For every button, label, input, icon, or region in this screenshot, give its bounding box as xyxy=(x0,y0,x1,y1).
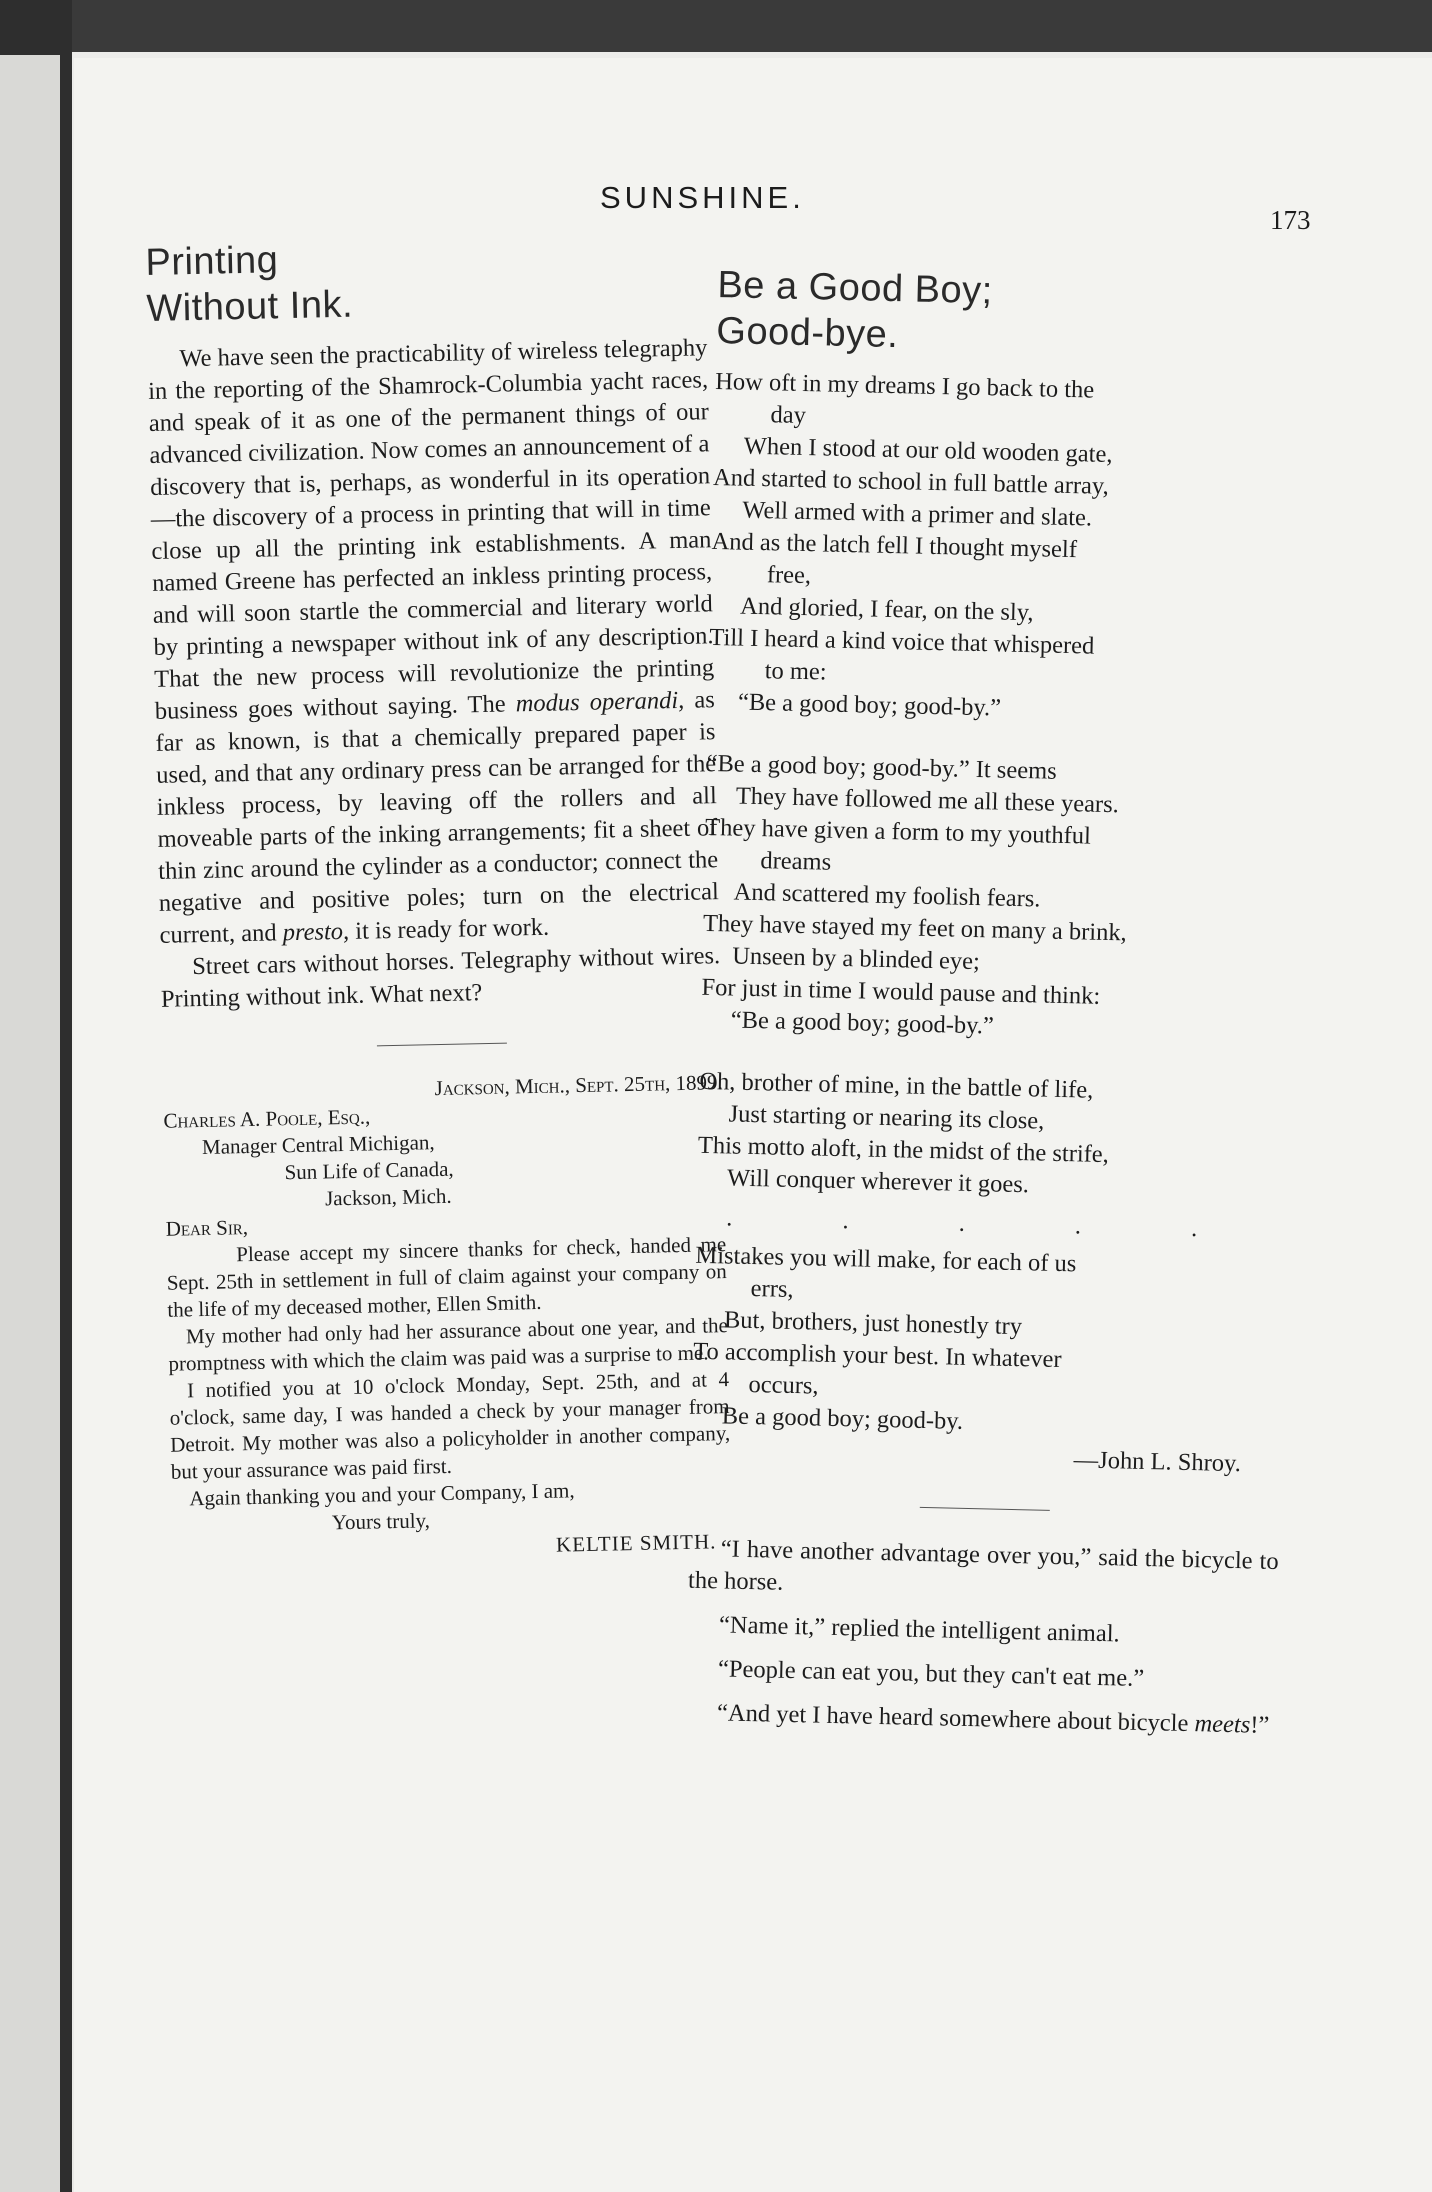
poem-body xyxy=(691,366,1306,1481)
letter-recipient-name: Charles A. Poole, Esq., xyxy=(163,1104,371,1133)
letter-recipient-title: Manager Central Michigan, xyxy=(201,1130,435,1160)
poem-line: To accomplish your best. In whatever xyxy=(692,1337,1062,1374)
letter-recipient-company: Sun Life of Canada, xyxy=(284,1156,454,1185)
poem-title-line-1: Be a Good Boy; xyxy=(717,263,994,313)
poem-line: dreams xyxy=(760,847,832,876)
poem-line: errs, xyxy=(750,1275,794,1303)
right-column xyxy=(684,262,1307,1754)
anecdote-text: !” xyxy=(1249,1711,1270,1739)
poem-author: —John L. Shroy. xyxy=(1073,1446,1242,1478)
poem-line: Be a good boy; good-by. xyxy=(721,1402,964,1435)
stanza-separator-dots: . . . . . xyxy=(726,1204,1250,1244)
letter-date: Jackson, Mich., Sept. 25th, 1899. xyxy=(434,1070,724,1101)
article-italic: presto, xyxy=(282,917,350,947)
poem-line: And as the latch fell I thought myself xyxy=(711,527,1078,564)
poem-line: They have followed me all these years. xyxy=(735,782,1120,819)
page-number: 173 xyxy=(1270,205,1311,235)
anecdote-text: “And yet I have heard somewhere about bicycle xyxy=(716,1699,1195,1738)
testimonial-letter xyxy=(163,1069,733,1567)
poem-line: For just in time I would pause and think: xyxy=(701,973,1101,1010)
poem-line: But, brothers, just honestly try xyxy=(723,1306,1023,1341)
anecdote-paragraph: “I have another advantage over you,” said the bicycle to the horse. xyxy=(687,1535,1279,1596)
anecdote-italic: meets xyxy=(1194,1710,1251,1739)
scan-border-top xyxy=(0,0,1432,52)
letter-paragraph: Please accept my sincere thanks for check, handed me Sept. 25th in settlement in full of claim against your company on the life of my deceased mother, Ellen Smith. xyxy=(166,1232,727,1322)
facing-page-edge xyxy=(0,55,60,2192)
article-text: We have seen the practicability of wireless telegraphy in the reporting of the Shamrock-Columbia yacht races, and speak of it as one of the permanent things of our advanced civilization. Now comes an announcement of a discovery that is, perhaps, as wonderful in its operation—the discovery of a process in printing that will in time close up all the printing ink establishments. A man named Greene has perfected an inkless printing process, and will soon startle the commercial and literary world by printing a newspaper without ink of any description. That the new process will revolutionize the printing business goes without saying. The xyxy=(147,334,715,725)
poem-line: Mistakes you will make, for each of us xyxy=(695,1241,1077,1278)
article-title-line-1: Printing xyxy=(145,239,279,284)
poem-line: They have given a form to my youthful xyxy=(704,813,1092,850)
poem-line: They have stayed my feet on many a brink, xyxy=(702,909,1128,947)
poem-line: How oft in my dreams I go back to the xyxy=(714,367,1095,404)
letter-signature: KELTIE SMITH. xyxy=(555,1529,717,1557)
poem-line: “Be a good boy; good-by.” xyxy=(730,1006,995,1040)
anecdote-paragraph xyxy=(685,1697,1276,1742)
letter-paragraph: I notified you at 10 o'clock Monday, Sept. 25th, and at 4 o'clock, same day, I was handed a check by your manager from Detroit. My mother was also a policyholder in another company, but your assurance was paid first. xyxy=(169,1367,731,1484)
poem-line: And started to school in full battle array, xyxy=(712,463,1110,500)
poem-line: When I stood at our old wooden gate, xyxy=(743,432,1113,468)
article-italic: modus operandi, xyxy=(515,686,685,718)
poem-line: Unseen by a blinded eye; xyxy=(731,942,981,976)
letter-closing: Yours truly, xyxy=(331,1508,431,1535)
poem-title-line-2: Good-bye. xyxy=(715,309,899,357)
poem-line: Just starting or nearing its close, xyxy=(728,1100,1045,1135)
poem-line: Will conquer wherever it goes. xyxy=(726,1164,1030,1199)
letter-recipient-city: Jackson, Mich. xyxy=(324,1183,452,1211)
article-text: it is ready for work. xyxy=(348,913,550,945)
poem-line: day xyxy=(770,401,807,430)
poem-line: Well armed with a primer and slate. xyxy=(742,496,1093,532)
poem-title xyxy=(716,262,1308,367)
article-title-line-2: Without Ink. xyxy=(146,283,354,330)
section-divider xyxy=(920,1507,1050,1511)
left-column xyxy=(145,228,733,1566)
poem-line: This motto aloft, in the midst of the strife, xyxy=(697,1131,1110,1169)
bicycle-anecdote xyxy=(685,1533,1279,1742)
poem-line: “Be a good boy; good-by.” It seems xyxy=(706,749,1058,785)
poem-line: And gloried, I fear, on the sly, xyxy=(739,592,1034,627)
article-text: as far as known, is that a chemically prepared paper is used, and that any ordinary press can be arranged for the inkless process, by leaving off the rollers and all moveable parts of the inking arrangements; fit a sheet of thin zinc around the cylinder as a conductor; connect the negative and positive poles; turn on the electrical current, and xyxy=(155,686,720,949)
letter-salutation: Dear Sir, xyxy=(165,1215,249,1241)
poem-line: Till I heard a kind voice that whispered xyxy=(709,623,1095,660)
anecdote-paragraph: “Name it,” replied the intelligent animal. xyxy=(718,1611,1120,1648)
section-divider xyxy=(377,1043,507,1047)
letter-paragraph: Again thanking you and your Company, I am, xyxy=(189,1478,575,1511)
poem-line: to me: xyxy=(764,657,827,686)
letter-paragraph: My mother had only had her assurance about one year, and the promptness with which the claim was paid was a surprise to me. xyxy=(168,1313,729,1376)
anecdote-paragraph: “People can eat you, but they can't eat me.” xyxy=(717,1655,1145,1693)
poem-line: And scattered my foolish fears. xyxy=(733,878,1041,913)
article-title xyxy=(145,228,707,332)
poem-line: occurs, xyxy=(748,1370,819,1400)
running-head: SUNSHINE. xyxy=(600,180,805,215)
poem-line: free, xyxy=(766,561,812,590)
poem-line: Oh, brother of mine, in the battle of life, xyxy=(699,1067,1094,1104)
article-paragraph-2: Street cars without horses. Telegraphy without wires. Printing without ink. What next? xyxy=(160,942,721,1013)
article-paragraph-1 xyxy=(147,332,720,952)
poem-line: “Be a good boy; good-by.” xyxy=(737,688,1002,722)
